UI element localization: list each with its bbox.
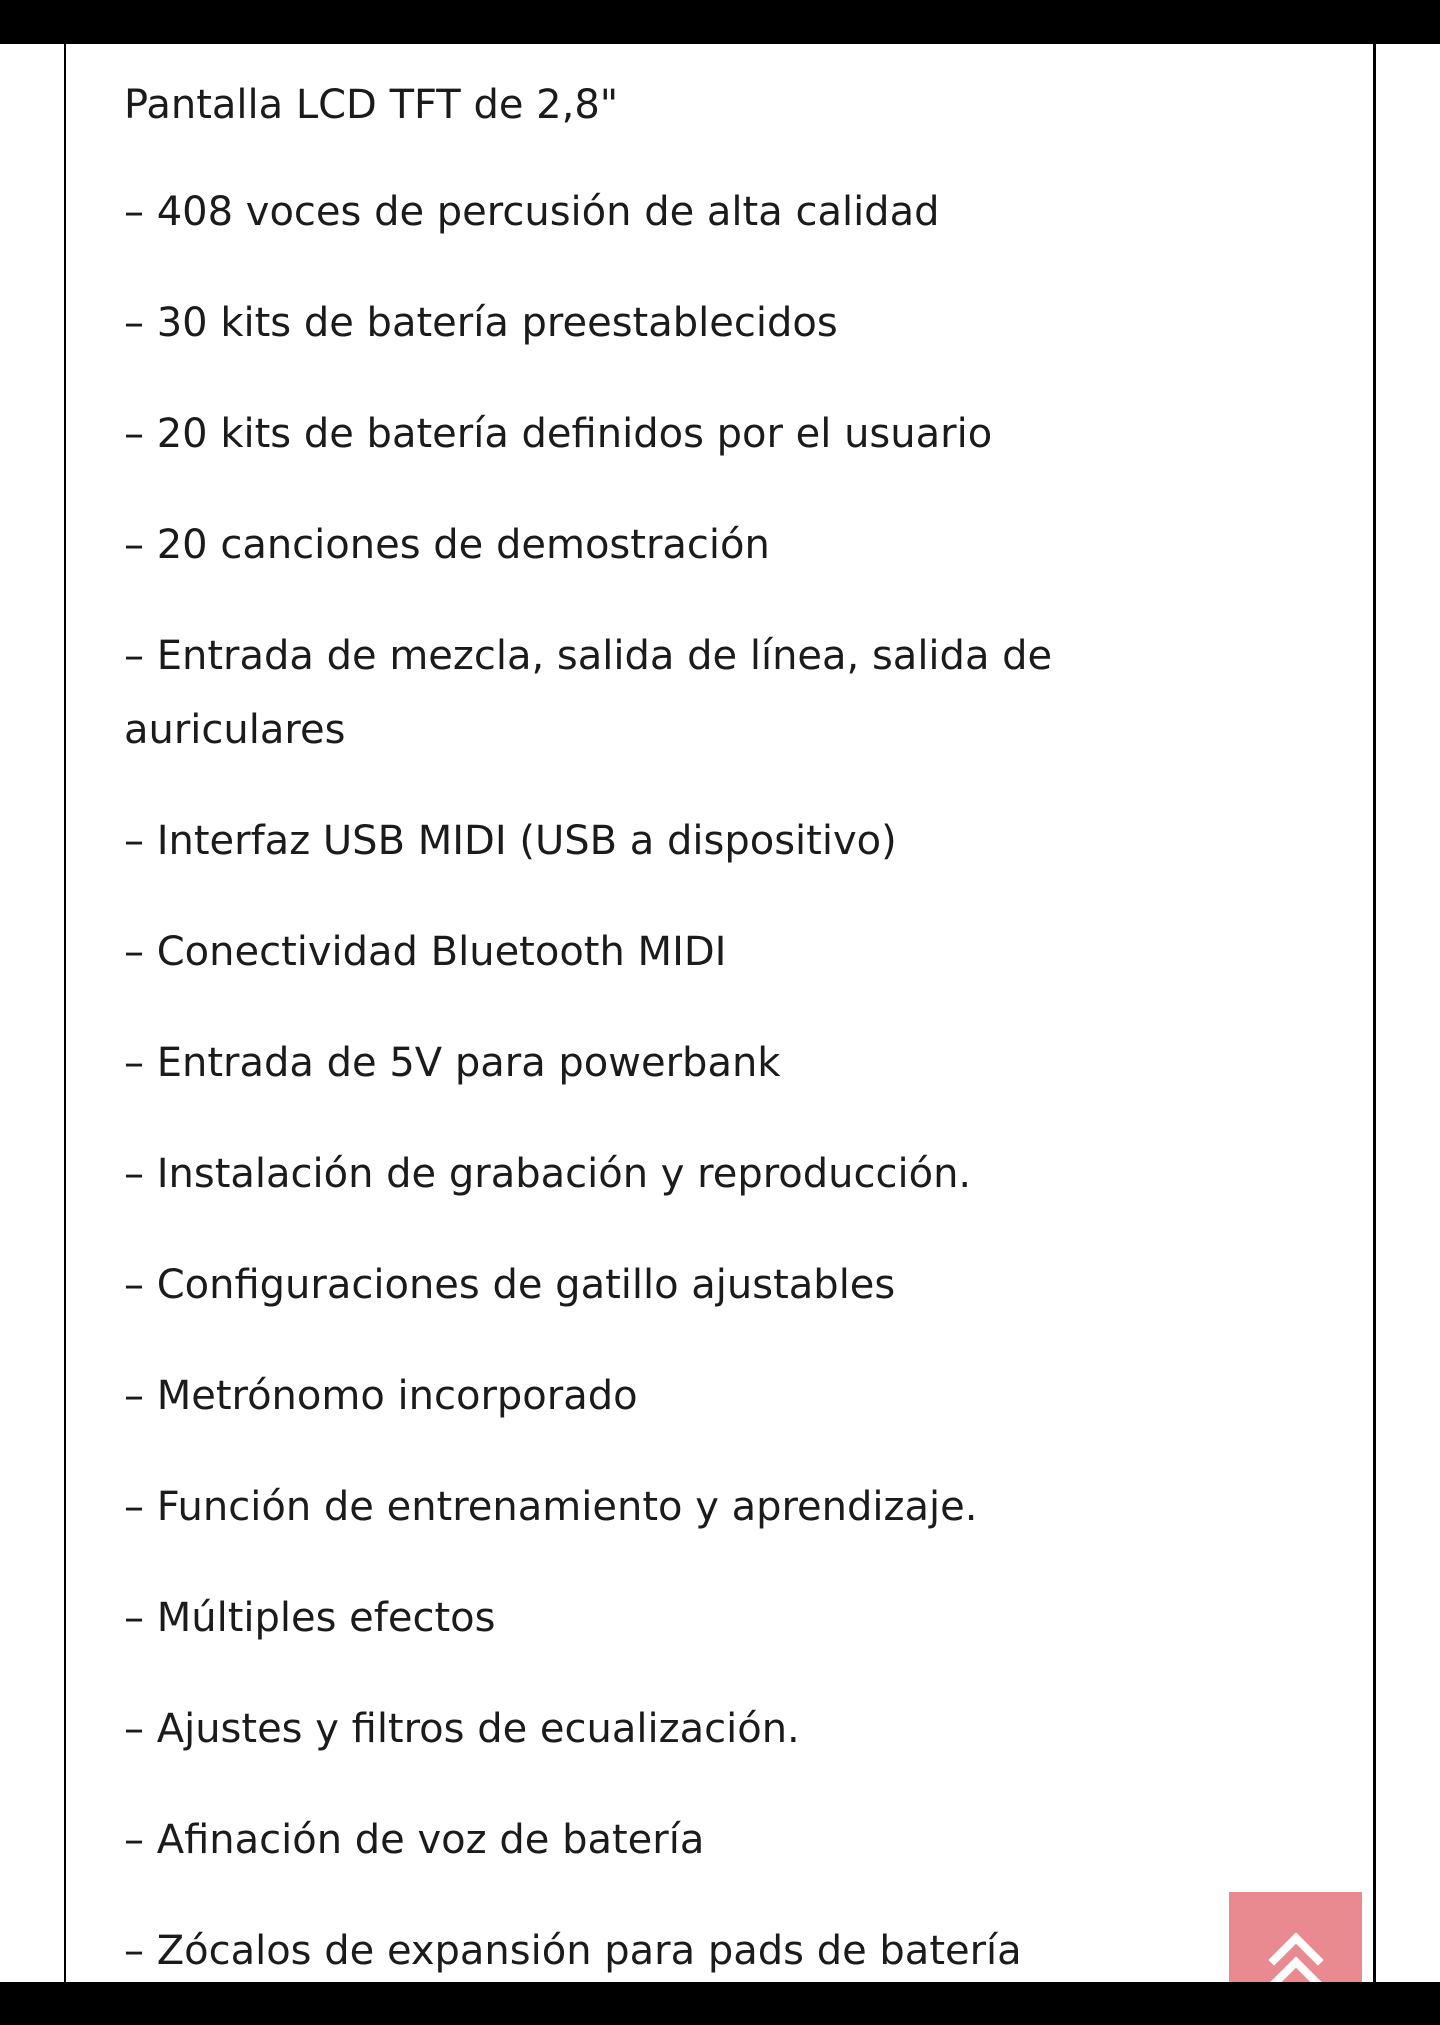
spec-item: – Zócalos de expansión para pads de batería: [124, 1928, 1022, 1974]
left-margin: [0, 44, 64, 1996]
spec-item: Pantalla LCD TFT de 2,8": [124, 82, 619, 128]
right-margin: [1376, 44, 1440, 1996]
panel-right-border: [1373, 44, 1376, 1986]
spec-item: – Instalación de grabación y reproducción.: [124, 1151, 972, 1197]
spec-item: – Afinación de voz de batería: [124, 1817, 705, 1863]
spec-item: – Entrada de 5V para powerbank: [124, 1040, 781, 1086]
scroll-to-top-button[interactable]: [1229, 1892, 1362, 1988]
double-chevron-up-icon: [1264, 1930, 1328, 1989]
spec-item: – 30 kits de batería preestablecidos: [124, 300, 838, 346]
spec-item: – Configuraciones de gatillo ajustables: [124, 1262, 896, 1308]
spec-item: – Función de entrenamiento y aprendizaje.: [124, 1484, 978, 1530]
spec-item: – Metrónomo incorporado: [124, 1373, 638, 1419]
spec-list: [124, 68, 1124, 2025]
bottom-black-bar: [0, 1982, 1440, 1996]
spec-item: – 408 voces de percusión de alta calidad: [124, 189, 940, 235]
top-black-bar: [0, 0, 1440, 44]
spec-item: – Ajustes y filtros de ecualización.: [124, 1706, 800, 1752]
spec-item: – Múltiples efectos: [124, 1595, 496, 1641]
spec-item: – Interfaz USB MIDI (USB a dispositivo): [124, 818, 897, 864]
spec-item: – Conectividad Bluetooth MIDI: [124, 929, 727, 975]
spec-item: – Entrada de mezcla, salida de línea, salida de auriculares: [124, 633, 1053, 753]
spec-item: – 20 canciones de demostración: [124, 522, 770, 568]
spec-item: – 20 kits de batería definidos por el usuario: [124, 411, 993, 457]
panel-left-border: [64, 44, 66, 1986]
